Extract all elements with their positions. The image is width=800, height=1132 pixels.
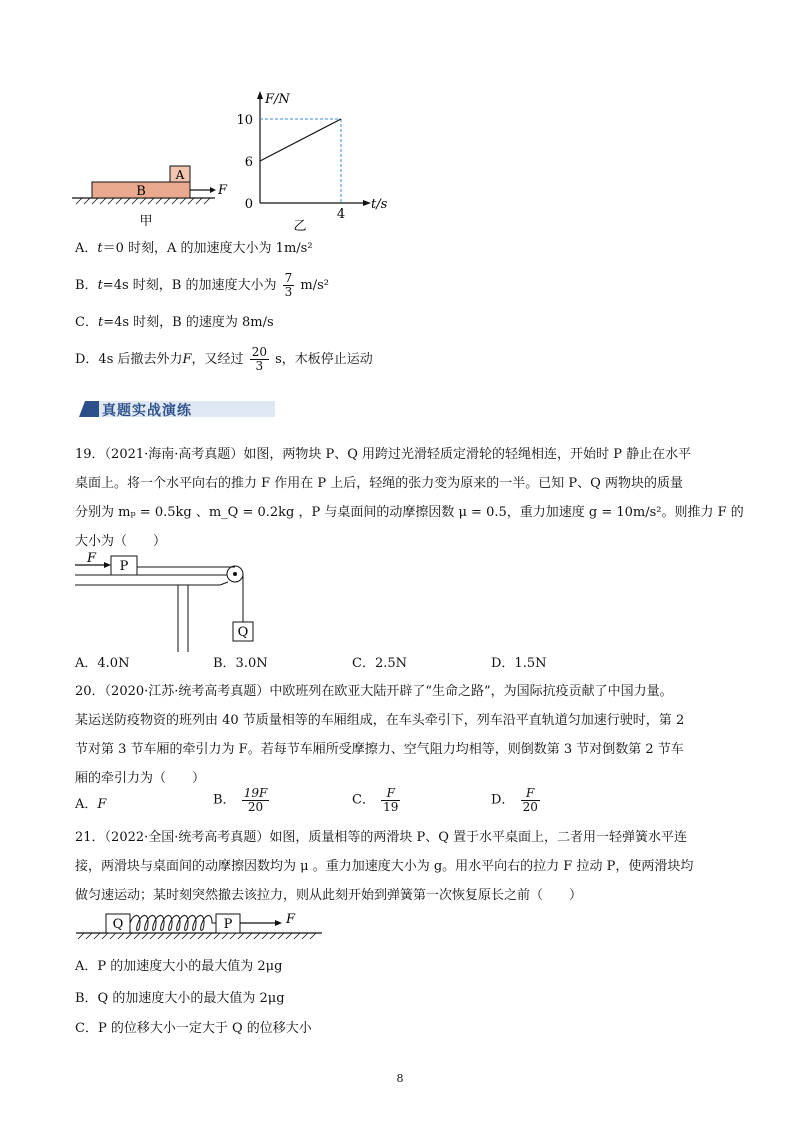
q18-option-c: C．t=4s 时刻，B 的速度为 8m/s	[75, 315, 274, 330]
q19-figure	[70, 552, 270, 652]
q20-option-a: A．F	[75, 797, 107, 812]
block-q-label: Q	[112, 917, 124, 932]
q21-line: 21．（2022·全国·统考高考真题）如图，质量相等的两滑块 P、Q 置于水平桌面上，二者用一轻弹簧水平连	[75, 830, 688, 845]
q19-option-a: A．4.0N	[75, 656, 130, 671]
block-q-label: Q	[237, 625, 249, 640]
arrow-icon	[275, 920, 282, 926]
q19-option-d: D．1.5N	[491, 656, 547, 671]
force-label: F	[87, 552, 97, 566]
q21-line: 做匀速运动；某时刻突然撤去该拉力，则从此刻开始到弹簧第一次恢复原长之前（ ）	[75, 888, 583, 903]
fraction: $\frac{20}{3}$	[251, 345, 267, 373]
q18-option-d: D．4s 后撤去外力F，又经过 $\frac{20}{3}$ s，木板停止运动	[75, 345, 373, 373]
q20-option-c: C． $\frac{F}{19}$	[352, 786, 399, 814]
q20-line: 节对第 3 节车厢的牵引力为 F。若每节车厢所受摩擦力、空气阻力均相等，则倒数第 3 节对倒数第 2 节车	[75, 742, 684, 757]
section-title: 真题实战演练	[102, 403, 192, 419]
block-p-label: P	[119, 559, 129, 574]
q21-option-a: A．P 的加速度大小的最大值为 2μg	[75, 959, 283, 974]
q21-option-b: B．Q 的加速度大小的最大值为 2μg	[75, 991, 285, 1006]
figure-jia	[70, 155, 240, 235]
block-a-label: A	[175, 168, 185, 182]
q19-option-c: C．2.5N	[352, 656, 407, 671]
block-b-label: B	[136, 184, 146, 199]
caption-yi: 乙	[293, 219, 307, 234]
block-p-label: P	[223, 917, 233, 932]
spring-icon	[130, 916, 216, 931]
fraction: $\frac{F}{19}$	[383, 786, 399, 814]
q20-line: 20．（2020·江苏·统考高考真题）中欧班列在欧亚大陆开辟了“生命之路”，为国际抗疫贡献了中国力量。	[75, 684, 673, 699]
q21-figure	[72, 905, 332, 945]
y-axis-arrow-icon	[257, 91, 263, 99]
caption-jia: 甲	[139, 214, 153, 229]
force-label: F	[286, 912, 296, 927]
y-tick-6: 6	[244, 155, 253, 170]
q21-line: 接，两滑块与桌面间的动摩擦因数均为 μ 。重力加速度大小为 g。用水平向右的拉力 F 拉动 P，使两滑块均	[75, 859, 694, 874]
fraction: $\frac{F}{20}$	[522, 786, 538, 814]
y-tick-0: 0	[244, 197, 253, 212]
q19-line: 桌面上。将一个水平向右的推力 F 作用在 P 上后，轻绳的张力变为原来的一半。已知 P、Q 两物块的质量	[75, 476, 683, 491]
q20-option-b: B． $\frac{19F}{20}$	[213, 786, 268, 814]
force-label: F	[218, 183, 228, 198]
q18-option-a: A．t＝0 时刻，A 的加速度大小为 1m/s²	[75, 241, 313, 256]
force-time-line	[260, 119, 341, 161]
q19-option-b: B．3.0N	[213, 656, 268, 671]
fraction: $\frac{7}{3}$	[284, 271, 293, 299]
arrow-icon	[210, 187, 216, 193]
q19-line: 分别为 mₚ = 0.5kg 、m_Q = 0.2kg ，P 与桌面间的动摩擦因数 μ = 0.5，重力加速度 g = 10m/s²。则推力 F 的	[75, 505, 744, 520]
q19-line: 大小为（ ）	[75, 534, 167, 549]
q20-line: 某运送防疫物资的班列由 40 节质量相等的车厢组成，在车头牵引下，列车沿平直轨道匀加速行驶时，第 2	[75, 713, 685, 728]
q20-option-d: D． $\frac{F}{20}$	[491, 786, 538, 814]
y-axis-label: F/N	[265, 92, 290, 107]
fraction: $\frac{19F}{20}$	[243, 786, 268, 814]
q20-line: 厢的牵引力为（ ）	[75, 771, 206, 786]
q19-line: 19．（2021·海南·高考真题）如图，两物块 P、Q 用跨过光滑轻质定滑轮的轻绳相连，开始时 P 静止在水平	[75, 447, 692, 462]
arrow-icon	[104, 562, 111, 568]
x-tick-4: 4	[336, 207, 346, 222]
q21-option-c: C．P 的位移大小一定大于 Q 的位移大小	[75, 1021, 312, 1036]
x-axis-arrow-icon	[363, 200, 371, 206]
q18-option-b: B．t=4s 时刻，B 的加速度大小为 $\frac{7}{3}$ m/s²	[75, 271, 329, 299]
page-number: 8	[396, 1072, 404, 1085]
y-tick-10: 10	[236, 113, 253, 128]
figure-yi-graph	[225, 85, 400, 235]
x-axis-label: t/s	[371, 197, 388, 212]
